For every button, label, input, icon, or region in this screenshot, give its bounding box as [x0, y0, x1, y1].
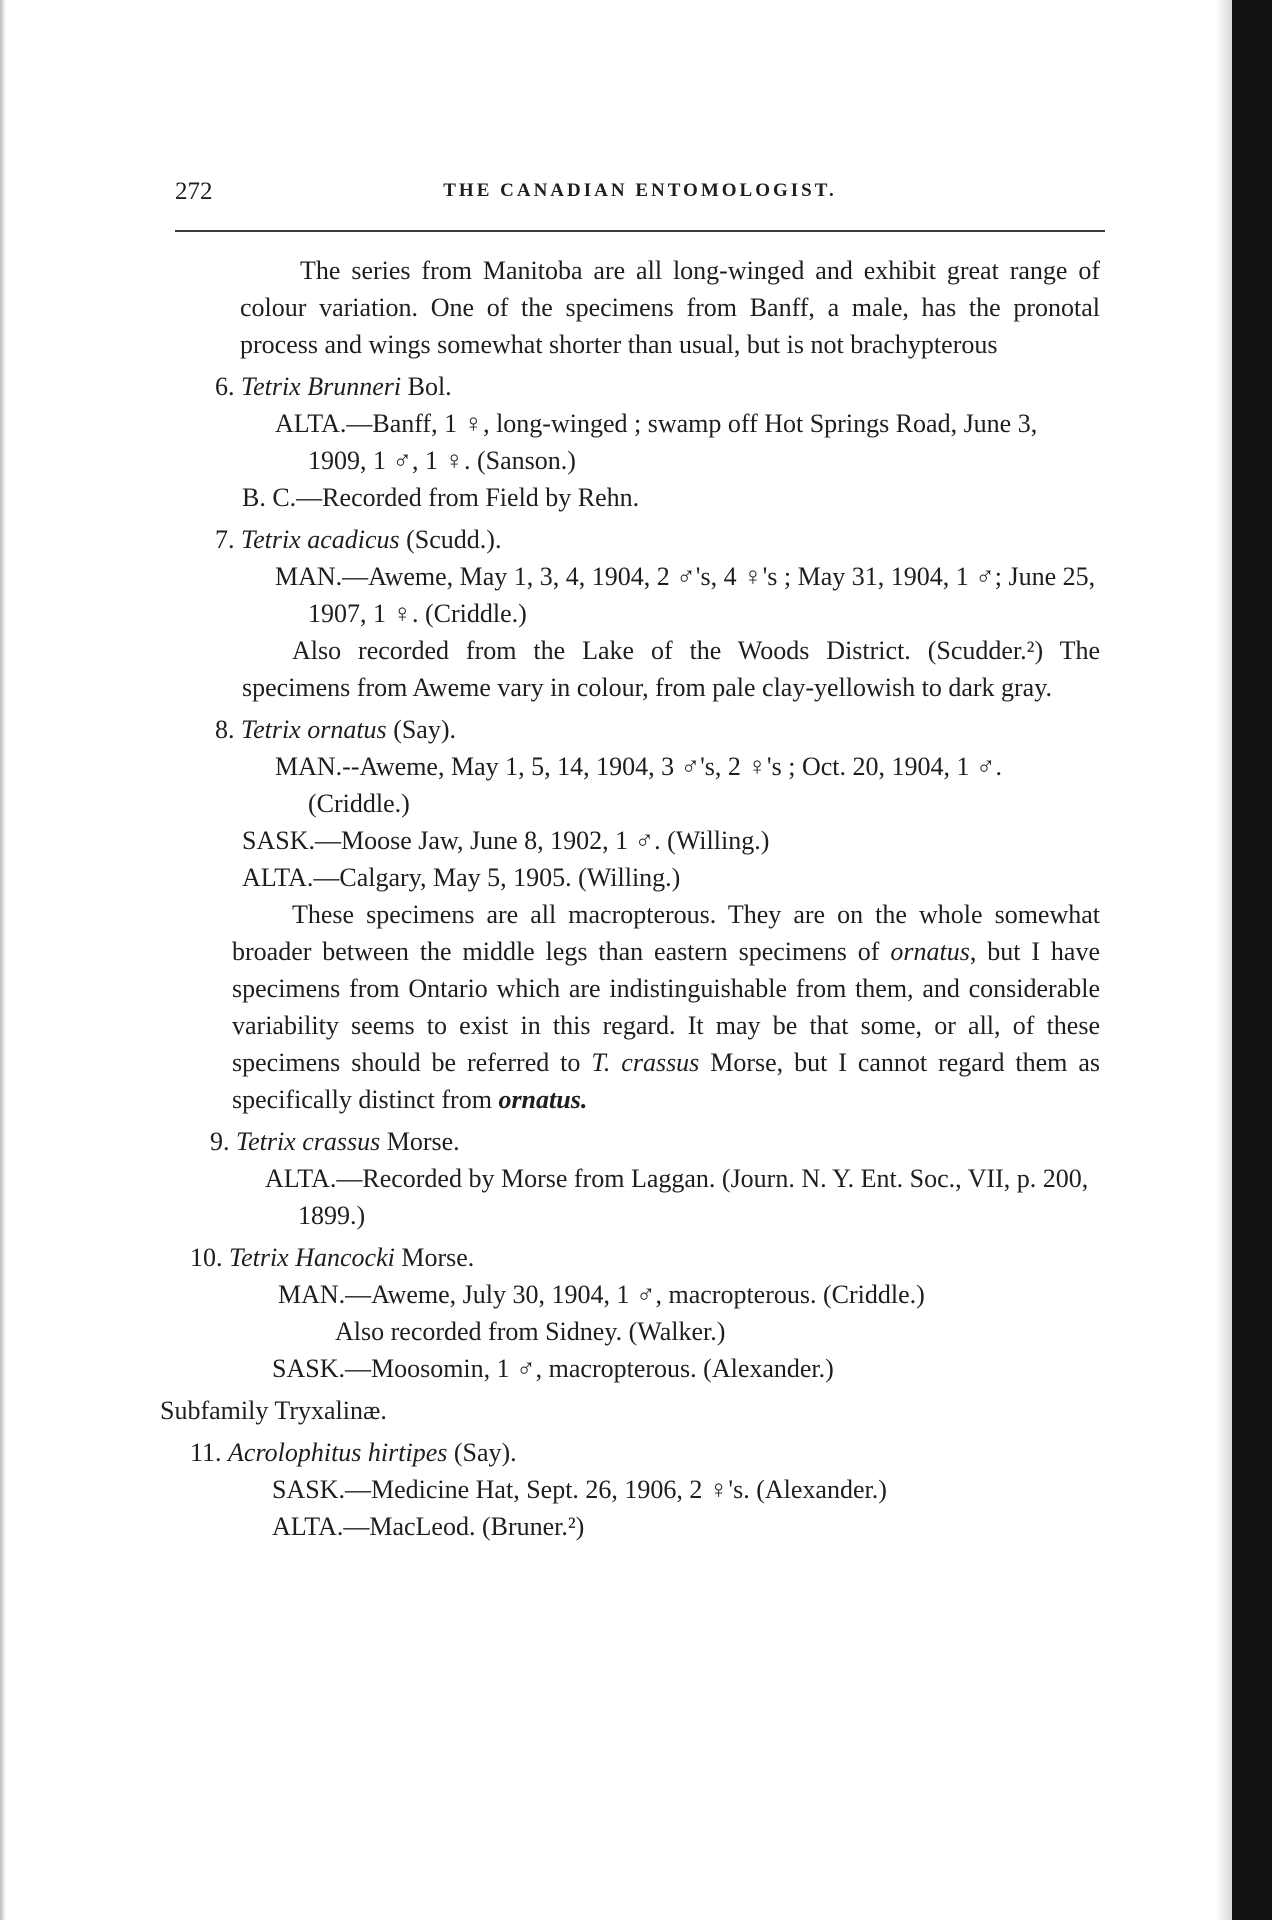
species-name: Tetrix Hancocki — [229, 1243, 395, 1272]
locality-record: MAN.—Aweme, May 1, 3, 4, 1904, 2 ♂'s, 4 ♀'s ; May 31, 1904, 1 ♂; June 25, 1907, 1 ♀. (Criddle.) — [275, 562, 1096, 628]
note-italic: T. crassus — [591, 1048, 700, 1077]
note-text: Morse, but I cannot regard them as specifically distinct from — [232, 1048, 1100, 1114]
header-rule — [175, 230, 1105, 232]
intro-paragraph: The series from Manitoba are all long-winged and exhibit great range of colour variation. One of the specimens from Banff, a male, has the pronotal process and wings somewhat shorter than usual, but is not brachypterous — [240, 256, 1100, 359]
entry-number: 7. — [215, 525, 235, 554]
locality-record: MAN.—Aweme, July 30, 1904, 1 ♂, macropterous. (Criddle.) — [278, 1280, 925, 1309]
locality-record: B. C.—Recorded from Field by Rehn. — [242, 483, 640, 512]
page-edge-right — [1232, 0, 1272, 1920]
page-header — [175, 178, 1105, 212]
species-name: Tetrix acadicus — [241, 525, 400, 554]
species-name: Tetrix crassus — [236, 1127, 381, 1156]
entry-number: 9. — [210, 1127, 230, 1156]
locality-record: MAN.--Aweme, May 1, 5, 14, 1904, 3 ♂'s, 2 ♀'s ; Oct. 20, 1904, 1 ♂. (Criddle.) — [275, 752, 1002, 818]
species-name: Tetrix ornatus — [241, 715, 387, 744]
species-author: Morse. — [401, 1243, 475, 1272]
locality-record: ALTA.—Banff, 1 ♀, long-winged ; swamp off Hot Springs Road, June 3, 1909, 1 ♂, 1 ♀. (Sanson.) — [275, 409, 1038, 475]
locality-record: SASK.—Moose Jaw, June 8, 1902, 1 ♂. (Willing.) — [242, 826, 770, 855]
entry-heading-7 — [160, 521, 1100, 558]
species-note — [160, 896, 1100, 1118]
species-name: Tetrix Brunneri — [241, 372, 402, 401]
entry-number: 8. — [215, 715, 235, 744]
note-italic: ornatus. — [498, 1085, 588, 1114]
entry-heading-8 — [160, 711, 1100, 748]
entry-heading-9 — [160, 1123, 1100, 1160]
entry-number: 6. — [215, 372, 235, 401]
species-author: Morse. — [386, 1127, 460, 1156]
locality-record: ALTA.—Calgary, May 5, 1905. (Willing.) — [242, 863, 681, 892]
species-author: (Say). — [453, 1438, 517, 1467]
species-author: (Say). — [393, 715, 457, 744]
entry-heading-6 — [160, 368, 1100, 405]
note-text: , but I have specimens from Ontario which are indistinguishable from them, and considerable variability seems to exist in this regard. It may be that some, or all, of these specimens should be referred to — [232, 937, 1101, 1077]
species-note: Also recorded from the Lake of the Woods District. (Scudder.²) The specimens from Aweme vary in colour, from pale clay-yellowish to dark gray. — [242, 636, 1100, 702]
locality-record: SASK.—Medicine Hat, Sept. 26, 1906, 2 ♀'s. (Alexander.) — [272, 1475, 887, 1504]
locality-record: SASK.—Moosomin, 1 ♂, macropterous. (Alexander.) — [272, 1354, 834, 1383]
note-italic: ornatus — [890, 937, 970, 966]
note-text: These specimens are all macropterous. They are on the whole somewhat broader between the middle legs than eastern specimens of — [232, 900, 1100, 966]
document-body — [160, 252, 1100, 1545]
locality-record: ALTA.—MacLeod. (Bruner.²) — [272, 1512, 585, 1541]
page-number: 272 — [175, 178, 213, 205]
entry-heading-11 — [160, 1434, 1100, 1471]
entry-number: 10. — [190, 1243, 223, 1272]
locality-record: ALTA.—Recorded by Morse from Laggan. (Journ. N. Y. Ent. Soc., VII, p. 200, 1899.) — [265, 1164, 1089, 1230]
running-title: THE CANADIAN ENTOMOLOGIST. — [443, 180, 837, 201]
entry-heading-10 — [160, 1239, 1100, 1276]
species-note: Also recorded from Sidney. (Walker.) — [335, 1317, 726, 1346]
species-name: Acrolophitus hirtipes — [228, 1438, 448, 1467]
subfamily-heading: Subfamily Tryxalinæ. — [160, 1396, 387, 1425]
species-author: Bol. — [407, 372, 452, 401]
entry-number: 11. — [190, 1438, 222, 1467]
species-author: (Scudd.). — [406, 525, 502, 554]
